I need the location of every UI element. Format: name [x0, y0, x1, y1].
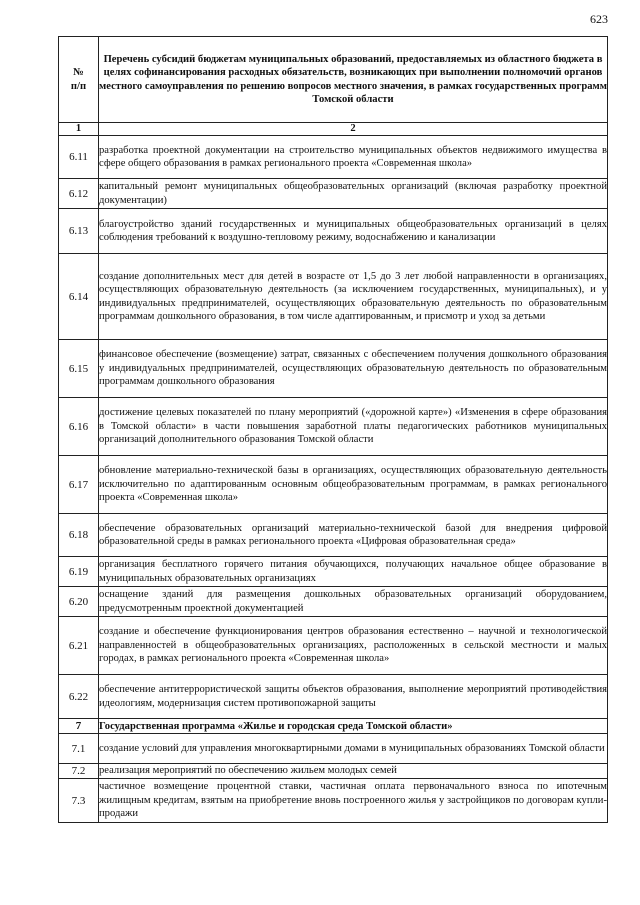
table-row [59, 675, 608, 719]
row-number: 6.22 [59, 675, 99, 719]
row-text: создание и обеспечение функционирования центров образования естественно – научной и технологической направленностей в общеобразовательных организациях, расположенных в сельской местности и малых городах, в рамках регионального проекта «Современная школа» [99, 617, 608, 675]
row-number: 7.1 [59, 734, 99, 764]
row-number: 6.11 [59, 136, 99, 179]
row-number: 7.3 [59, 779, 99, 823]
table-header-row [59, 37, 608, 123]
number-column-header [59, 37, 99, 123]
row-text: обеспечение образовательных организаций материально-технической базой для внедрения цифровой образовательной среды в рамках регионального проекта «Цифровая образовательная среда» [99, 514, 608, 557]
column-number-2: 2 [99, 123, 608, 136]
table-row [59, 136, 608, 179]
row-text: достижение целевых показателей по плану мероприятий («дорожной карте») «Изменения в сфере образования в Томской области» в части повышения заработной платы педагогических работников муниципальных организаций дополнительного образования Томской области [99, 398, 608, 456]
row-number: 6.19 [59, 557, 99, 587]
page-number: 623 [590, 12, 608, 26]
row-number: 6.18 [59, 514, 99, 557]
row-text: обновление материально-технической базы в организациях, осуществляющих образовательную деятельность исключительно по адаптированным основным общеобразовательным программам, в рамках регионального проекта «Современная школа» [99, 456, 608, 514]
table-row [59, 340, 608, 398]
row-text: разработка проектной документации на строительство муниципальных объектов недвижимого имущества в сфере общего образования в рамках регионального проекта «Современная школа» [99, 136, 608, 179]
table-row [59, 764, 608, 779]
row-text: создание условий для управления многоквартирными домами в муниципальных образованиях Томской области [99, 734, 608, 764]
row-number: 6.20 [59, 587, 99, 617]
table-row [59, 514, 608, 557]
subsidy-table [58, 36, 608, 823]
column-number-1: 1 [59, 123, 99, 136]
number-sign: № [73, 67, 84, 79]
section-heading-row [59, 719, 608, 734]
table-row [59, 398, 608, 456]
column-numbers-row [59, 123, 608, 136]
row-text: обеспечение антитеррористической защиты объектов образования, выполнение мероприятий противодействия идеологиям, модернизация систем противопожарной защиты [99, 675, 608, 719]
row-text: создание дополнительных мест для детей в возрасте от 1,5 до 3 лет любой направленности в организациях, осуществляющих образовательную деятельность (за исключением государственных, муниципальных), и у индивидуальных предпринимателей, осуществляющих образовательную деятельность по образовательным программам дошкольного образования, в том числе адаптированным, и присмотр и уход за детьми [99, 254, 608, 340]
row-number: 7.2 [59, 764, 99, 779]
table-row [59, 557, 608, 587]
table-row [59, 587, 608, 617]
row-text: реализация мероприятий по обеспечению жильем молодых семей [99, 764, 608, 779]
row-text: оснащение зданий для размещения дошкольных образовательных организаций оборудованием, предусмотренным проектной документацией [99, 587, 608, 617]
section-title: Государственная программа «Жилье и городская среда Томской области» [99, 719, 608, 734]
row-number: 6.13 [59, 209, 99, 254]
section-number: 7 [59, 719, 99, 734]
row-number: 6.16 [59, 398, 99, 456]
row-number: 6.15 [59, 340, 99, 398]
table-row [59, 209, 608, 254]
row-number: 6.12 [59, 179, 99, 209]
row-number: 6.14 [59, 254, 99, 340]
row-number: 6.21 [59, 617, 99, 675]
row-text: капитальный ремонт муниципальных общеобразовательных организаций (включая разработку проектной документации) [99, 179, 608, 209]
table-row [59, 179, 608, 209]
table-row [59, 456, 608, 514]
row-text: организация бесплатного горячего питания обучающихся, получающих начальное общее образование в муниципальных образовательных организациях [99, 557, 608, 587]
table-row [59, 734, 608, 764]
table-row [59, 779, 608, 823]
table-title: Перечень субсидий бюджетам муниципальных образований, предоставляемых из областного бюджета в целях софинансирования расходных обязательств, возникающих при выполнении полномочий органов местного самоуправления по решению вопросов местного значения, в рамках государственных программ Томской области [99, 37, 608, 123]
row-text: финансовое обеспечение (возмещение) затрат, связанных с обеспечением получения дошкольного образования у индивидуальных предпринимателей, осуществляющих образовательную деятельность по образовательным программам дошкольного образования [99, 340, 608, 398]
row-text: благоустройство зданий государственных и муниципальных общеобразовательных организаций в целях соблюдения требований к воздушно-тепловому режиму, водоснабжению и канализации [99, 209, 608, 254]
row-number: 6.17 [59, 456, 99, 514]
table-row [59, 617, 608, 675]
table-row [59, 254, 608, 340]
number-abbrev: п/п [70, 80, 87, 92]
row-text: частичное возмещение процентной ставки, частичная оплата первоначального взноса по ипотечным жилищным кредитам, взятым на приобретение вновь построенного жилья у застройщиков по договорам купли-продажи [99, 779, 608, 823]
